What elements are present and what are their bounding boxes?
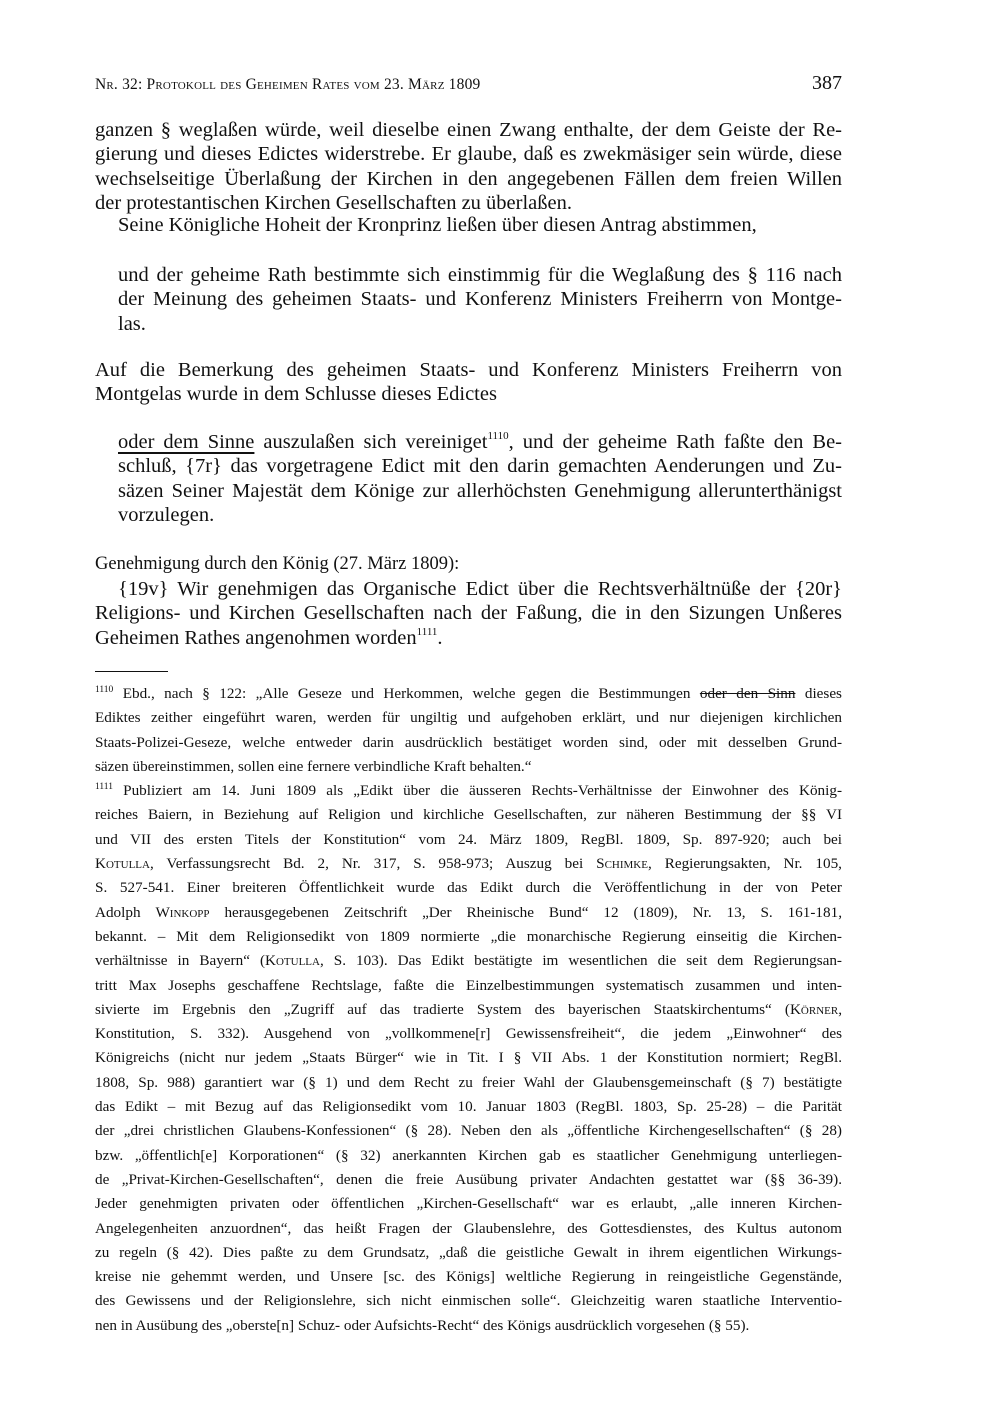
text-line: säzen Seiner Majestät dem Könige zur allerhöchsten Genehmigung allerunterthänigst <box>118 479 842 502</box>
paragraph-2: Seine Königliche Hoheit der Kronprinz ließen über diesen Antrag abstimmen, <box>118 214 757 236</box>
text-line: gierung und dieses Edictes widerstrebe. Er glaube, daß es zwekmäsiger sein würde, diese <box>95 143 842 166</box>
footnote-line: säzen übereinstimmen, sollen eine fernere verbindliche Kraft behalten.“ <box>95 757 532 775</box>
text-span: dieses <box>795 685 842 702</box>
footnote-line: zu regeln (§ 42). Dies paßte zu dem Grundsatz, „daß die geistliche Gewalt in ihrem eigentlichen Wirkungs- <box>95 1243 842 1261</box>
footnote-line <box>95 1000 842 1020</box>
footnote-line: S. 527-541. Einer breiteren Öffentlichkeit wurde das Edikt durch die Veröffentlichung in der von Peter <box>95 879 842 897</box>
text-line: Auf die Bemerkung des geheimen Staats- und Konferenz Ministers Freiherrn von <box>95 359 842 381</box>
text-line: las. <box>118 312 146 335</box>
text-span: , <box>838 1000 842 1018</box>
footnote-line: de „Privat-Kirchen-Gesellschaften“, denen die freie Ausübung privater Andachten gestattet war (§§ 36-39). <box>95 1170 842 1188</box>
text-span: verhältnisse in Bayern“ ( <box>95 952 265 970</box>
text-line: Montgelas wurde in dem Schlusse dieses Edictes <box>95 383 497 406</box>
footnote-number: 1111 <box>95 782 113 793</box>
text-line: vorzulegen. <box>118 503 215 526</box>
text-span: . <box>437 626 443 649</box>
text-span: , Regierungsakten, Nr. 105, <box>647 855 842 873</box>
footnote-line <box>95 854 842 874</box>
text-span: Ebd., nach § 122: „Alle Geseze und Herkommen, welche gegen die Bestimmungen <box>122 685 700 702</box>
footnote-line: und VII des ersten Titels der Konstitution“ vom 24. März 1809, RegBl. 1809, Sp. 897-920; auch bei <box>95 830 842 848</box>
author-name: Winkopp <box>155 903 210 921</box>
text-span: sivierte im Ergebnis den „Zugriff auf das tradierte System des bayerischen Staatskirchentums“ ( <box>95 1000 790 1018</box>
footnotes <box>95 684 842 1336</box>
text-span: , Verfassungsrecht Bd. 2, Nr. 317, S. 958-973; Auszug bei <box>149 855 597 873</box>
footnote-line: nen in Ausübung des „oberste[n] Schuz- oder Aufsichts-Recht“ des Königs ausdrücklich vorgesehen (§ 55). <box>95 1316 750 1334</box>
running-head <box>95 76 481 94</box>
text-span: , und der geheime Rath faßte den Be- <box>508 431 843 453</box>
footnote-line: reiches Baiern, in Beziehung auf Religion und kirchliche Gesellschaften, zur näheren Bestimmung der §§ VI <box>95 806 842 824</box>
footnote-ref-1111[interactable]: 1111 <box>416 625 438 638</box>
footnote-line: Konstitution, S. 332). Ausgehend von „vollkommene[r] Gewissensfreiheit“, die jedem „Einwohner“ des <box>95 1025 842 1043</box>
footnote-line: der „drei christlichen Glaubens-Konfessionen“ (§ 28). Neben den als „öffentliche Kirchengesellschaften“ (§ 28) <box>95 1122 842 1140</box>
running-head-text: Nr. 32: Protokoll des Geheimen Rates vom 23. März 1809 <box>95 76 481 93</box>
footnote-line: Jeder genehmigten privaten oder öffentlichen „Kirchen-Gesellschaft“ war es erlaubt, „alle inneren Kirchen- <box>95 1195 842 1213</box>
section-heading: Genehmigung durch den König (27. März 1809): <box>95 554 460 574</box>
footnote-line: tritt Max Josephs geschaffene Rechtslage, faßte die Einzelbestimmungen systematisch zusammen und inten- <box>95 976 842 994</box>
text-line <box>118 430 842 454</box>
footnote-line: kreise nie gehemmt werden, und Unsere [sc. des Königs] weltliche Regierung in reingeistliche Gegenstände, <box>95 1268 842 1286</box>
author-name: Kotulla <box>265 952 320 970</box>
footnote-ref-1110[interactable]: 1110 <box>487 430 509 442</box>
footnote-1110 <box>95 684 842 777</box>
author-name: Körner <box>789 1000 839 1018</box>
paragraph-1 <box>95 118 842 215</box>
footnote-line: Königreichs (nicht nur jedem „Staats Bürger“ wie in Tit. I § VII Abs. 1 der Konstitution normiert; RegBl. <box>95 1049 842 1067</box>
text-line: der protestantischen Kirchen Gesellschaften zu überlaßen. <box>95 191 572 214</box>
text-span: , S. 103). Das Edikt bestätigte im wesentlichen die seit dem Regierungsan- <box>319 952 842 970</box>
footnote-line <box>95 903 842 923</box>
author-name: Schimke <box>596 855 648 873</box>
text-span: auszulaßen sich vereiniget <box>254 431 488 453</box>
footnote-line: bzw. „öffentlich[e] Korporationen“ (§ 32) anerkannten Kirchen gab es staatlicher Genehmigung unterliegen- <box>95 1146 842 1164</box>
text-line: {19v} Wir genehmigen das Organische Edict über die Rechtsverhältnüße der {20r} <box>118 578 842 600</box>
page-number: 387 <box>812 72 842 94</box>
footnote-line <box>95 951 842 971</box>
struck-text: oder den Sinn <box>699 685 796 702</box>
text-line: und der geheime Rath bestimmte sich einstimmig für die Weglaßung des § 116 nach <box>118 264 842 286</box>
paragraph-3 <box>118 263 842 336</box>
text-line: ganzen § weglaßen würde, weil dieselbe einen Zwang enthalte, der dem Geiste der Re- <box>95 119 842 141</box>
footnote-line: 1808, Sp. 988) garantiert war (§ 1) und dem Recht zu freier Wahl der Glaubensgemeinschaft (§ 7) bestätigte <box>95 1073 842 1091</box>
footnote-line: des Gewissens und der Religionslehre, sich nicht einmischen solle“. Gleichzeitig waren staatliche Interventio- <box>95 1292 842 1310</box>
footnote-line: das Edikt – mit Bezug auf das Religionsedikt vom 10. Januar 1803 (RegBl. 1803, Sp. 25-28) – die Parität <box>95 1098 842 1116</box>
footnote-line: Staats-Polizei-Geseze, welche entweder darin ausdrücklich bestätiget worden sind, oder mit desselben Grund- <box>95 733 842 751</box>
paragraph-7 <box>95 577 842 650</box>
text-line: Religions- und Kirchen Gesellschaften nach der Faßung, die in den Sizungen Unßeres <box>95 602 842 625</box>
text-line: schluß, {7r} das vorgetragene Edict mit den darin gemachten Aenderungen und Zu- <box>118 455 842 478</box>
text-span: Publiziert am 14. Juni 1809 als „Edikt über die äusseren Rechts-Verhältnisse der Einwohner des König- <box>123 782 842 800</box>
footnote-line <box>95 684 842 704</box>
footnote-number: 1110 <box>95 685 114 695</box>
author-name: Kotulla <box>95 855 150 873</box>
text-span: herausgegebenen Zeitschrift „Der Rheinische Bund“ 12 (1809), Nr. 13, S. 161-181, <box>209 903 843 921</box>
footnote-1111 <box>95 781 842 1336</box>
text-span: Adolph <box>95 903 156 921</box>
paragraph-5 <box>118 430 842 527</box>
text-line <box>95 626 842 650</box>
text-span: Geheimen Rathes angenohmen worden <box>95 626 417 649</box>
footnote-line <box>95 781 842 801</box>
footnote-separator <box>95 671 168 672</box>
text-line: wechselseitige Überlaßung der Kirchen in den angegebenen Fällen dem freien Willen <box>95 167 842 190</box>
footnote-line: Ediktes zeither eingeführt waren, werden für ungiltig und aufgehoben erklärt, und nur diejenigen kirchlichen <box>95 709 842 727</box>
footnote-line: Angelegenheiten anzuordnen“, das heißt Fragen der Glaubenslehre, des Gottesdienstes, des Kultus autonom <box>95 1219 842 1237</box>
text-line: der Meinung des geheimen Staats- und Konferenz Ministers Freiherrn von Montge- <box>118 288 842 311</box>
paragraph-4 <box>95 358 842 407</box>
underlined-phrase: oder dem Sinne <box>118 431 255 453</box>
footnote-line: bekannt. – Mit dem Religionsedikt von 1809 normierte „die monarchische Regierung einseitig die Kirchen- <box>95 927 842 945</box>
